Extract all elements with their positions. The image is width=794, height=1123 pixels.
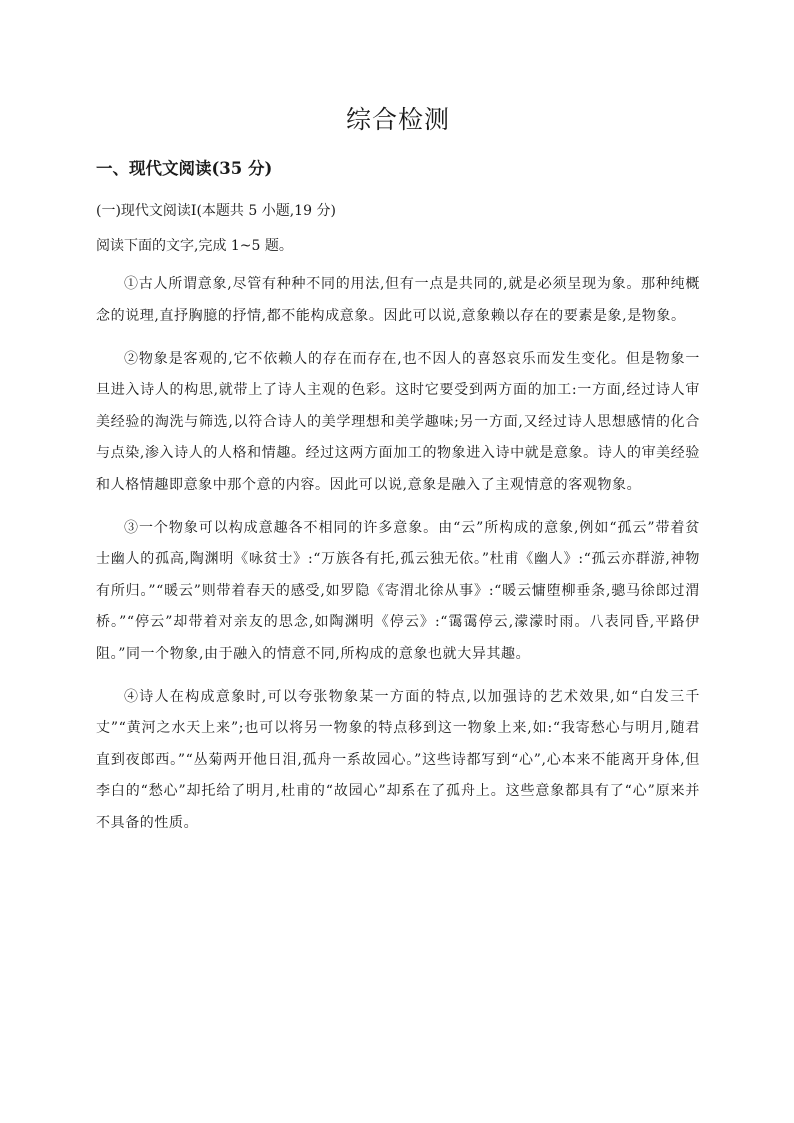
passage-paragraph-1: ①古人所谓意象,尽管有种种不同的用法,但有一点是共同的,就是必须呈现为象。那种纯概念的说理,直抒胸臆的抒情,都不能构成意象。因此可以说,意象赖以存在的要素是象,是物象。 — [96, 276, 700, 324]
reading-passage — [96, 269, 700, 851]
reading-instruction: 阅读下面的文字,完成 1~5 题。 — [96, 238, 293, 254]
section-heading: 一、现代文阅读(35 分) — [96, 159, 273, 178]
subsection-heading: (一)现代文阅读Ⅰ(本题共 5 小题,19 分) — [96, 203, 336, 219]
passage-paragraph-3: ③一个物象可以构成意趣各不相同的许多意象。由“云”所构成的意象,例如“孤云”带着贫士幽人的孤高,陶渊明《咏贫士》:“万族各有托,孤云独无依。”杜甫《幽人》:“孤云亦群游,神物有所归。”“暖云”则带着春天的感受,如罗隐《寄渭北徐从事》:“暖云慵堕柳垂条,骢马徐郎过渭桥。”“停云”却带着对亲友的思念,如陶渊明《停云》:“霭霭停云,濛濛时雨。八表同昏,平路伊阻。”同一个物象,由于融入的情意不同,所构成的意象也就大异其趣。 — [96, 519, 700, 662]
passage-paragraph-4: ④诗人在构成意象时,可以夸张物象某一方面的特点,以加强诗的艺术效果,如“白发三千丈”“黄河之水天上来”;也可以将另一物象的特点移到这一物象上来,如:“我寄愁心与明月,随君直到夜郎西。”“丛菊两开他日泪,孤舟一系故园心。”这些诗都写到“心”,心本来不能离开身体,但李白的“愁心”却托给了明月,杜甫的“故园心”却系在了孤舟上。这些意象都具有了“心”原来并不具备的性质。 — [96, 688, 700, 831]
passage-paragraph-2: ②物象是客观的,它不依赖人的存在而存在,也不因人的喜怒哀乐而发生变化。但是物象一旦进入诗人的构思,就带上了诗人主观的色彩。这时它要受到两方面的加工:一方面,经过诗人审美经验的淘洗与筛选,以符合诗人的美学理想和美学趣味;另一方面,又经过诗人思想感情的化合与点染,渗入诗人的人格和情趣。经过这两方面加工的物象进入诗中就是意象。诗人的审美经验和人格情趣即意象中那个意的内容。因此可以说,意象是融入了主观情意的客观物象。 — [96, 350, 700, 493]
page-title: 综合检测 — [345, 105, 450, 134]
